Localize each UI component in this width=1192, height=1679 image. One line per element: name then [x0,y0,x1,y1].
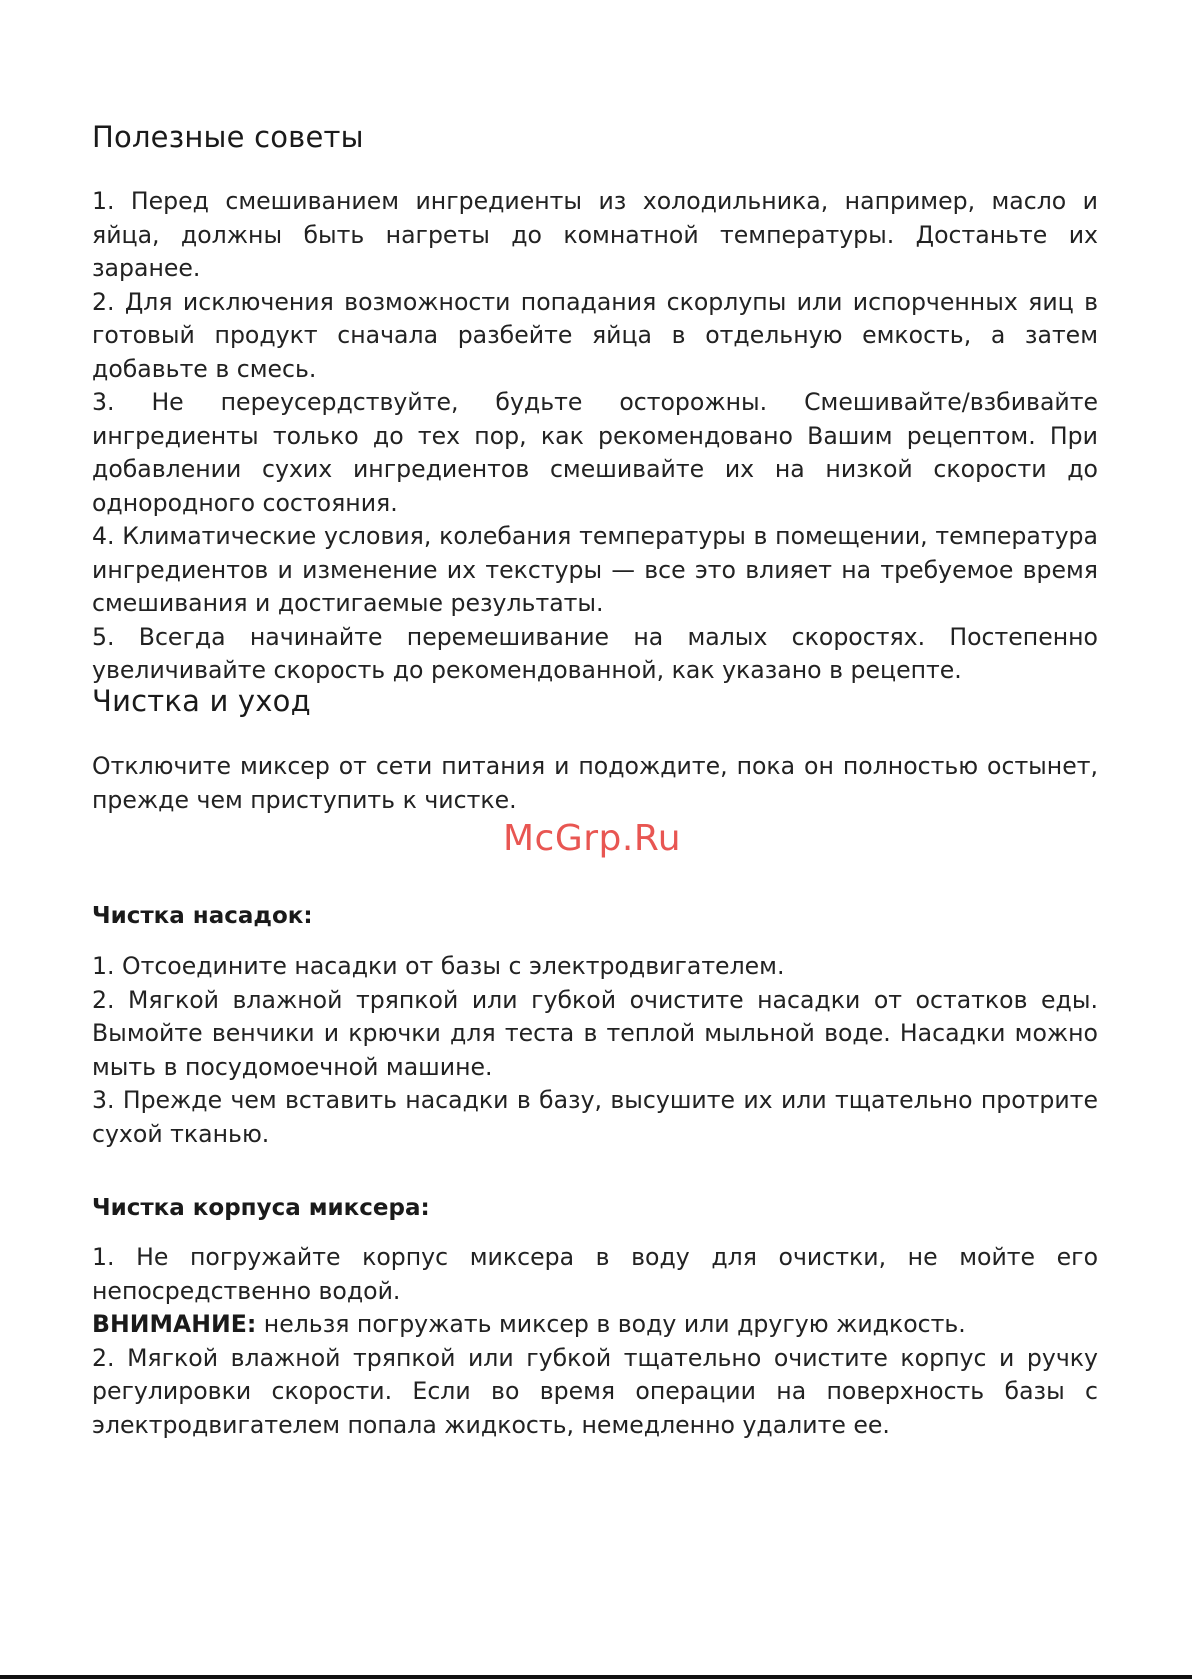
body-list [92,1241,1098,1442]
warning-label: ВНИМАНИЕ: [92,1310,257,1338]
attachments-item-3: 3. Прежде чем вставить насадки в базу, высушите их или тщательно протрите сухой тканью. [92,1086,1098,1148]
section-title-care: Чистка и уход [92,684,311,718]
section-title-tips: Полезные советы [92,120,364,154]
tip-item-5: 5. Всегда начинайте перемешивание на малых скоростях. Постепенно увеличивайте скорость до рекомендованной, как указано в рецепте. [92,622,1098,684]
section-title-attachments: Чистка насадок: [92,903,313,929]
body-warning [92,1308,1098,1342]
tips-list [92,185,1098,688]
section-title-body: Чистка корпуса миксера: [92,1195,430,1221]
attachments-item-2: 2. Мягкой влажной тряпкой или губкой очистите насадки от остатков еды. Вымойте венчики и крючки для теста в теплой мыльной воде. Насадки можно мыть в посудомоечной машине. [92,985,1098,1081]
warning-text: нельзя погружать миксер в воду или другую жидкость. [256,1310,966,1338]
body-item-2: 2. Мягкой влажной тряпкой или губкой тщательно очистите корпус и ручку регулировки скорости. Если во время операции на поверхность базы с электродвигателем попала жидкость, немедленно удалите ее. [92,1343,1098,1439]
care-intro-text: Отключите миксер от сети питания и подождите, пока он полностью остынет, прежде чем приступить к чистке. [92,752,1098,814]
tip-item-4: 4. Климатические условия, колебания температуры в помещении, температура ингредиентов и изменение их текстуры — все это влияет на требуемое время смешивания и достигаемые результаты. [92,522,1098,617]
watermark-logo: McGrp.Ru [503,818,682,859]
tip-item-3: 3. Не переусердствуйте, будьте осторожны. Смешивайте/взбивайте ингредиенты только до тех пор, как рекомендовано Вашим рецептом. При добавлении сухих ингредиентов смешивайте их на низкой скорости до однородного состояния. [92,388,1098,517]
body-item-1: 1. Не погружайте корпус миксера в воду для очистки, не мойте его непосредственно водой. [92,1243,1098,1305]
bottom-border [0,1675,1192,1679]
attachments-item-1: 1. Отсоедините насадки от базы с электродвигателем. [92,952,785,980]
tip-item-2: 2. Для исключения возможности попадания скорлупы или испорченных яиц в готовый продукт сначала разбейте яйца в отдельную емкость, а затем добавьте в смесь. [92,287,1098,383]
attachments-list [92,950,1098,1151]
tip-item-1: 1. Перед смешиванием ингредиенты из холодильника, например, масло и яйца, должны быть нагреты до комнатной температуры. Достаньте их заранее. [92,187,1098,282]
care-intro [92,750,1098,817]
